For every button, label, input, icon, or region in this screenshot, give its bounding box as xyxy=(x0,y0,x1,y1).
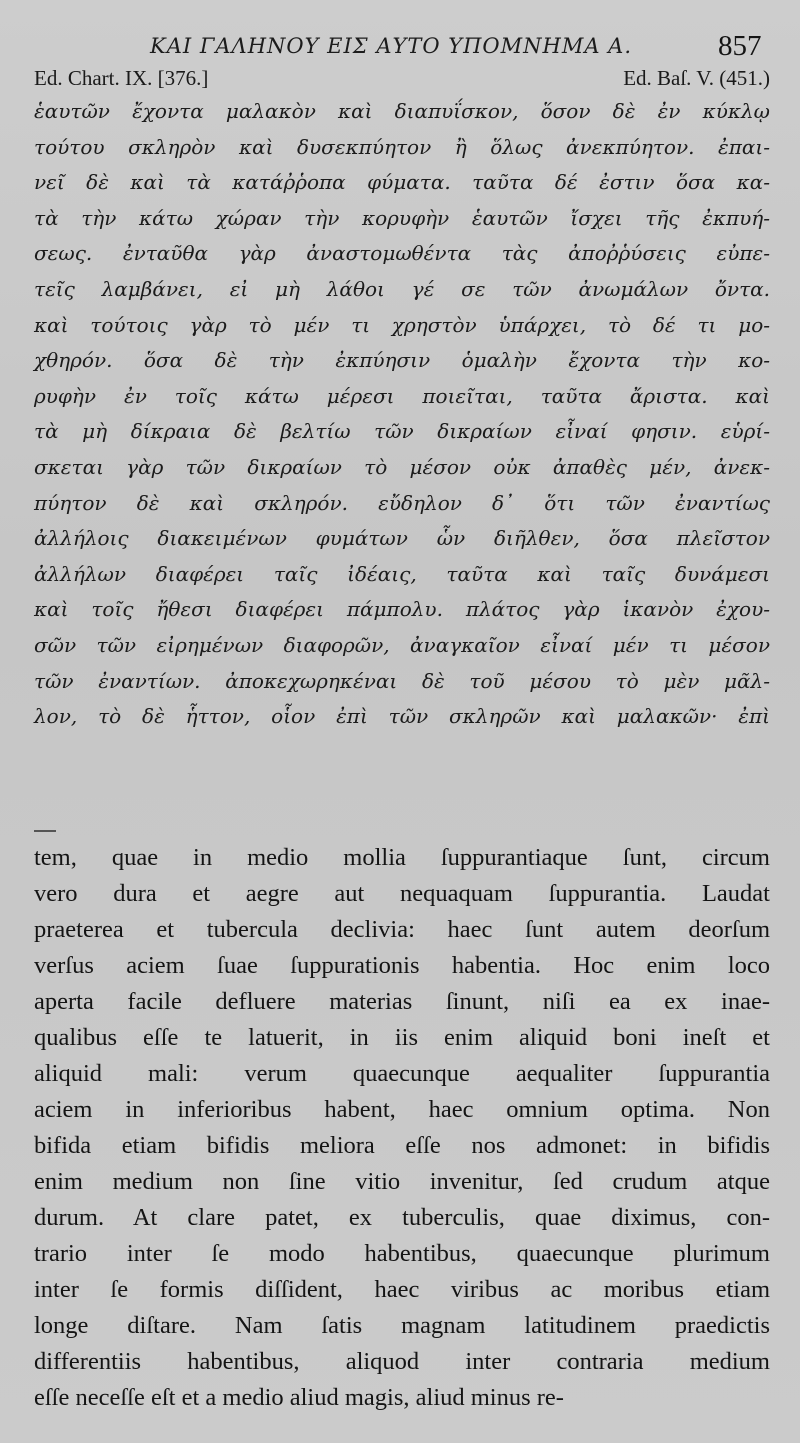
latin-line: longe diſtare. Nam ſatis magnam latitudinem praedictis xyxy=(34,1312,770,1339)
section-divider xyxy=(34,830,56,832)
greek-line: τῶν ἐναντίων. ἀποκεχωρηκέναι δὲ τοῦ μέσου τὸ μὲν μᾶλ- xyxy=(34,668,770,693)
greek-line: ἑαυτῶν ἔχοντα μαλακὸν καὶ διαπυΐσκον, ὅσον δὲ ἐν κύκλῳ xyxy=(34,99,770,123)
edition-basel-reference: Ed. Baſ. V. (451.) xyxy=(623,66,770,90)
latin-line: aciem in inferioribus habent, haec omnium optima. Non xyxy=(34,1096,770,1123)
latin-line: eſſe neceſſe eſt et a medio aliud magis, aliud minus re- xyxy=(34,1384,564,1411)
greek-line: σκεται γὰρ τῶν δικραίων τὸ μέσον οὐκ ἀπαθὲς μέν, ἀνεκ- xyxy=(34,454,770,479)
latin-line: trario inter ſe modo habentibus, quaecunque plurimum xyxy=(34,1240,770,1267)
greek-line: χθηρόν. ὅσα δὲ τὴν ἐκπύησιν ὁμαλὴν ἔχοντα τὴν κο- xyxy=(34,348,770,373)
greek-line: τὰ μὴ δίκραια δὲ βελτίω τῶν δικραίων εἶναί φησιν. εὑρί- xyxy=(34,419,770,444)
latin-line: tem, quae in medio mollia ſuppurantiaque ſunt, circum xyxy=(34,844,770,871)
latin-line: aliquid mali: verum quaecunque aequaliter ſuppurantia xyxy=(34,1060,770,1087)
greek-line: καὶ τούτοις γὰρ τὸ μέν τι χρηστὸν ὑπάρχει, τὸ δέ τι μο- xyxy=(34,312,770,337)
latin-line: enim medium non ſine vitio invenitur, ſed crudum atque xyxy=(34,1168,770,1195)
latin-line: durum. At clare patet, ex tuberculis, quae diximus, con- xyxy=(34,1204,770,1231)
greek-line: τὰ τὴν κάτω χώραν τὴν κορυφὴν ἑαυτῶν ἴσχει τῆς ἐκπυή- xyxy=(34,205,770,230)
greek-text-block xyxy=(34,94,770,735)
greek-line: τεῖς λαμβάνει, εἰ μὴ λάθοι γέ σε τῶν ἀνωμάλων ὄντα. xyxy=(34,276,770,301)
greek-line: λον, τὸ δὲ ἧττον, οἷον ἐπὶ τῶν σκληρῶν καὶ μαλακῶν· ἐπὶ xyxy=(34,704,770,729)
greek-line: ρυφὴν ἐν τοῖς κάτω μέρεσι ποιεῖται, ταῦτα ἄριστα. καὶ xyxy=(34,383,770,408)
edition-chart-reference: Ed. Chart. IX. [376.] xyxy=(34,66,209,90)
greek-line: νεῖ δὲ καὶ τὰ κατάῤῥοπα φύματα. ταῦτα δέ ἐστιν ὅσα κα- xyxy=(34,170,770,195)
latin-line: inter ſe formis diſſident, haec viribus ac moribus etiam xyxy=(34,1276,770,1303)
greek-line: ἀλλήλοις διακειμένων φυμάτων ὧν διῆλθεν, ὅσα πλεῖστον xyxy=(34,526,770,551)
greek-line: ἀλλήλων διαφέρει ταῖς ἰδέαις, ταῦτα καὶ ταῖς δυνάμεσι xyxy=(34,561,770,586)
latin-line: bifida etiam bifidis meliora eſſe nos admonet: in bifidis xyxy=(34,1132,770,1159)
page-header xyxy=(0,30,800,66)
greek-line: πύητον δὲ καὶ σκληρόν. εὔδηλον δ᾽ ὅτι τῶν ἐναντίως xyxy=(34,490,770,515)
greek-line: τούτου σκληρὸν καὶ δυσεκπύητον ἢ ὅλως ἀνεκπύητον. ἐπαι- xyxy=(34,134,770,159)
latin-line: qualibus eſſe te latuerit, in iis enim aliquid boni ineſt et xyxy=(34,1024,770,1051)
latin-line: aperta facile defluere materias ſinunt, niſi ea ex inae- xyxy=(34,988,770,1015)
latin-line: praeterea et tubercula declivia: haec ſunt autem deorſum xyxy=(34,916,770,943)
latin-line: differentiis habentibus, aliquod inter contraria medium xyxy=(34,1348,770,1375)
edition-references xyxy=(34,66,770,94)
running-title: ΚΑΙ ΓΑΛΗΝΟΥ ΕΙΣ ΑΥΤΟ ΥΠΟΜΝΗΜΑ Α. xyxy=(150,34,633,58)
greek-line: σῶν τῶν εἰρημένων διαφορῶν, ἀναγκαῖον εἶναί μέν τι μέσον xyxy=(34,632,770,657)
latin-text-block xyxy=(34,840,770,1416)
latin-line: verſus aciem ſuae ſuppurationis habentia. Hoc enim loco xyxy=(34,952,770,979)
page-number: 857 xyxy=(718,30,762,62)
greek-line: καὶ τοῖς ἤθεσι διαφέρει πάμπολυ. πλάτος γὰρ ἱκανὸν ἐχου- xyxy=(34,597,770,622)
greek-line: σεως. ἐνταῦθα γὰρ ἀναστομωθέντα τὰς ἀποῤῥύσεις εὐπε- xyxy=(34,241,770,266)
latin-line: vero dura et aegre aut nequaquam ſuppurantia. Laudat xyxy=(34,880,770,907)
